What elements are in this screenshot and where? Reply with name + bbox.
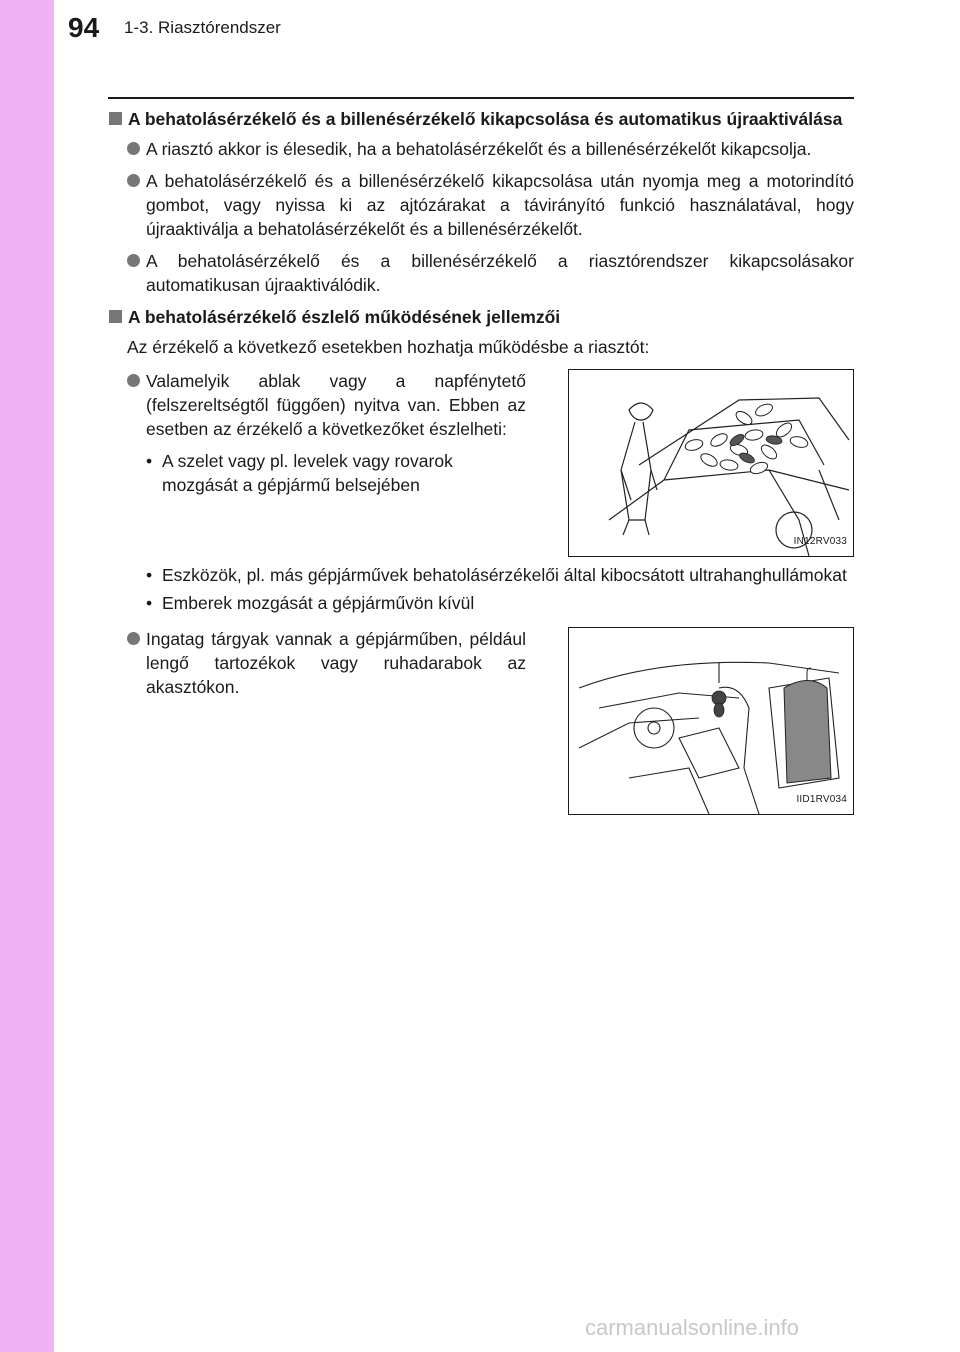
bullet-item	[108, 627, 526, 699]
heading-text: A behatolásérzékelő és a billenésérzékelő kikapcsolása és automatikus újraaktiválása	[128, 109, 843, 129]
window-open-section	[108, 369, 854, 557]
car-interior-drawing	[569, 628, 853, 814]
sub-item-text: Eszközök, pl. más gépjárművek behatolásérzékelői által kibocsátott ultrahanghullámokat	[162, 565, 847, 585]
bullet-text: A behatolásérzékelő és a billenésérzékelő a riasztórendszer kikapcsolásakor automatikusan újraaktiválódik.	[146, 251, 854, 295]
side-band	[0, 0, 54, 1352]
sub-item	[108, 591, 854, 615]
circle-bullet-icon	[127, 254, 140, 267]
bullet-item	[108, 169, 854, 241]
circle-bullet-icon	[127, 174, 140, 187]
dot-marker: •	[146, 593, 153, 613]
page-number: 94	[68, 12, 100, 43]
sub-item	[108, 449, 526, 497]
bullet-text: A behatolásérzékelő és a billenésérzékelő kikapcsolása után nyomja meg a motorindító gombot, vagy nyissa ki az ajtózárakat a távirányító funkció használatával, hogy újraaktiválja a behatolásérzékelőt és a billenésérzékelőt.	[146, 171, 854, 239]
car-roof-drawing	[569, 370, 853, 556]
bullet-item	[108, 369, 526, 441]
watermark: carmanualsonline.info	[585, 1315, 800, 1340]
sunroof-illustration	[568, 369, 854, 557]
sub-item	[108, 563, 854, 587]
section-title: 1-3. Riasztórendszer	[124, 18, 281, 37]
square-bullet-icon	[109, 112, 122, 125]
circle-bullet-icon	[127, 632, 140, 645]
dot-marker: •	[146, 565, 153, 585]
heading-detection	[108, 305, 854, 329]
bullet-item	[108, 249, 854, 297]
bullet-item	[108, 137, 854, 161]
bullet-text: Ingatag tárgyak vannak a gépjárműben, például lengő tartozékok vagy ruhadarabok az akasztókon.	[146, 629, 526, 697]
sub-item-text: A szelet vagy pl. levelek vagy rovarok mozgását a gépjármű belsejében	[162, 451, 453, 495]
bullet-text: A riasztó akkor is élesedik, ha a behatolásérzékelőt és a billenésérzékelőt kikapcsolja.	[146, 139, 812, 159]
loose-objects-section	[108, 627, 854, 815]
bullet-text: Valamelyik ablak vagy a napfénytető (felszereltségtől függően) nyitva van. Ebben az esetben az érzékelő a következőket észlelheti:	[146, 371, 526, 439]
dot-marker: •	[146, 451, 153, 471]
page-content	[108, 107, 854, 815]
heading-deactivation	[108, 107, 854, 131]
square-bullet-icon	[109, 310, 122, 323]
heading-text: A behatolásérzékelő észlelő működésének jellemzői	[128, 307, 561, 327]
car-interior-illustration	[568, 627, 854, 815]
figure-code: IID1RV034	[796, 794, 847, 805]
top-rule	[108, 97, 854, 99]
circle-bullet-icon	[127, 374, 140, 387]
sub-item-text: Emberek mozgását a gépjárművön kívül	[162, 593, 475, 613]
intro-text: Az érzékelő a következő esetekben hozhatja működésbe a riasztót:	[127, 337, 650, 357]
circle-bullet-icon	[127, 142, 140, 155]
figure-code: IN12RV033	[793, 536, 847, 547]
